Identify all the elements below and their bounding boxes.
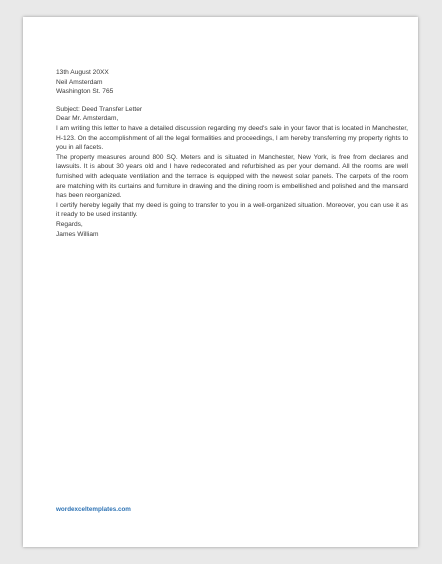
recipient-address: Washington St. 765 <box>56 88 114 96</box>
letter-body <box>56 68 408 239</box>
recipient-block <box>56 78 408 97</box>
letter-signature: James William <box>56 230 99 238</box>
letter-page <box>23 17 418 547</box>
paragraph-2: The property measures around 800 SQ. Meters and is situated in Manchester, New York, is free from declares and lawsuits. It is about 30 years old and I have redecorated and refurbished as per your demand. All the rooms are well furnished with adequate ventilation and the terrace is equipped with the newest solar panels. The carpets of the room are matching with its curtains and furniture in drawing and the dining room is embellished and polished and the mansard has been reorganized. <box>56 153 408 200</box>
letter-subject: Subject: Deed Transfer Letter <box>56 105 143 113</box>
letter-date: 13th August 20XX <box>56 69 109 76</box>
paragraph-1: I am writing this letter to have a detailed discussion regarding my deed's sale in your favor that is located in Manchester, H-123. On the accomplishment of all the legal formalities and proceedings, I am hereby transferring my property rights to you in all facets. <box>56 124 408 152</box>
website-link[interactable]: wordexceltemplates.com <box>56 506 131 513</box>
recipient-name: Neil Amsterdam <box>56 78 103 86</box>
paragraph-3: I certify hereby legally that my deed is going to transfer to you in a well-organized situation. Moreover, you can use it as it ready to be used instantly. <box>56 201 408 219</box>
letter-salutation: Dear Mr. Amsterdam, <box>56 115 119 123</box>
letter-closing: Regards, <box>56 220 83 228</box>
